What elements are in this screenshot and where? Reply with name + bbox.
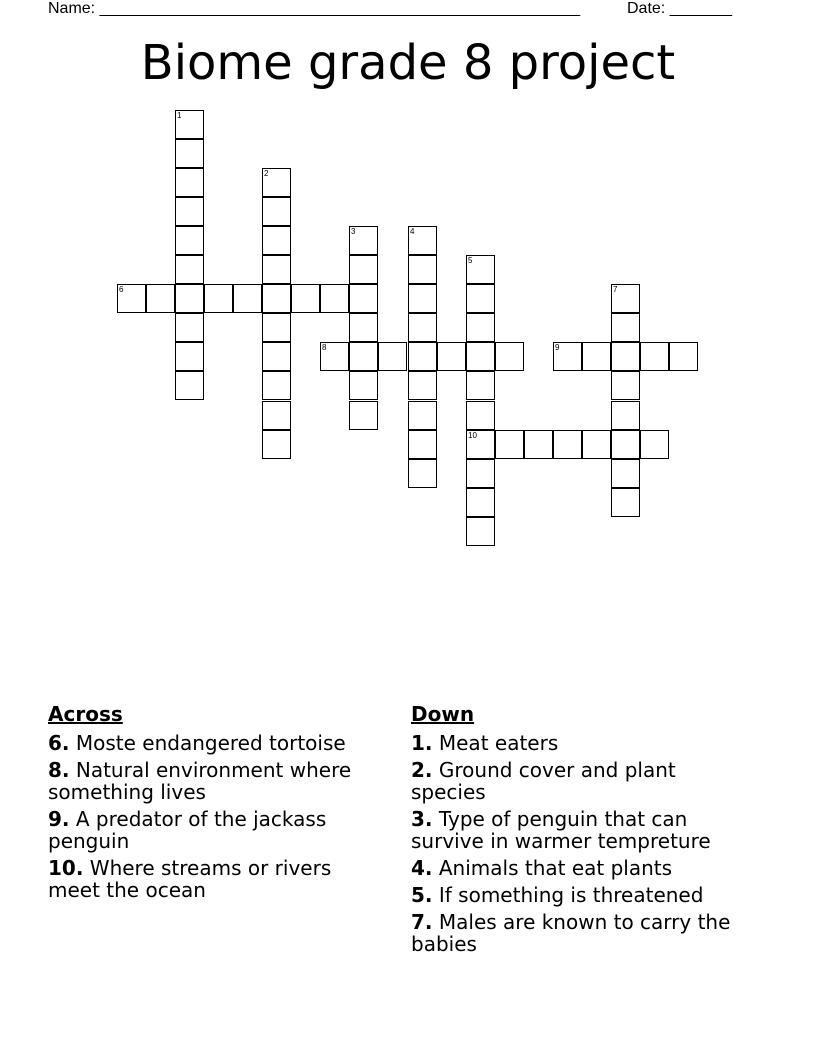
crossword-cell[interactable]: [408, 430, 437, 459]
crossword-cell[interactable]: [611, 342, 640, 371]
crossword-cell[interactable]: [175, 371, 204, 400]
clue-down-1: [411, 732, 756, 754]
clue-number-label: 3: [351, 227, 356, 236]
clue-text: Ground cover and plant species: [411, 758, 676, 804]
crossword-cell[interactable]: [262, 226, 291, 255]
crossword-cell[interactable]: [175, 313, 204, 342]
crossword-cell[interactable]: [117, 284, 146, 313]
crossword-cell[interactable]: [553, 342, 582, 371]
crossword-cell[interactable]: [611, 488, 640, 517]
clue-number: 10.: [48, 856, 84, 880]
crossword-cell[interactable]: [320, 284, 349, 313]
clue-number-label: 6: [119, 285, 124, 294]
crossword-cell[interactable]: [495, 342, 524, 371]
crossword-cell[interactable]: [611, 284, 640, 313]
clue-number: 3.: [411, 807, 433, 831]
crossword-cell[interactable]: [466, 371, 495, 400]
crossword-cell[interactable]: [466, 401, 495, 430]
clue-number: 1.: [411, 731, 433, 755]
crossword-cell[interactable]: [408, 371, 437, 400]
clue-text: A predator of the jackass penguin: [48, 807, 327, 853]
crossword-cell[interactable]: [349, 342, 378, 371]
clue-number-label: 5: [468, 256, 473, 265]
crossword-cell[interactable]: [524, 430, 553, 459]
crossword-cell[interactable]: [349, 255, 378, 284]
clue-across-10: [48, 857, 378, 901]
crossword-cell[interactable]: [175, 168, 204, 197]
crossword-cell[interactable]: [611, 371, 640, 400]
clue-number: 5.: [411, 883, 433, 907]
clue-number-label: 4: [410, 227, 415, 236]
clue-number: 7.: [411, 910, 433, 934]
crossword-cell[interactable]: [262, 197, 291, 226]
crossword-cell[interactable]: [233, 284, 262, 313]
clue-down-2: [411, 759, 756, 803]
clue-across-9: [48, 808, 378, 852]
crossword-cell[interactable]: [466, 342, 495, 371]
down-clues: [411, 701, 756, 960]
crossword-cell[interactable]: [408, 342, 437, 371]
clue-down-7: [411, 911, 756, 955]
crossword-cell[interactable]: [349, 226, 378, 255]
clue-number: 2.: [411, 758, 433, 782]
crossword-cell[interactable]: [262, 371, 291, 400]
clue-text: Animals that eat plants: [438, 856, 673, 880]
clue-number: 9.: [48, 807, 70, 831]
crossword-cell[interactable]: [611, 459, 640, 488]
crossword-cell[interactable]: [495, 430, 524, 459]
clue-text: Meat eaters: [438, 731, 559, 755]
name-field-label: Name: ______________________________________________________: [48, 0, 581, 17]
crossword-cell[interactable]: [466, 313, 495, 342]
date-field-label: Date: _______: [627, 0, 732, 17]
crossword-cell[interactable]: [408, 255, 437, 284]
crossword-cell[interactable]: [640, 342, 669, 371]
crossword-cell[interactable]: [466, 284, 495, 313]
clue-text: Where streams or rivers meet the ocean: [48, 856, 332, 902]
crossword-cell[interactable]: [466, 430, 495, 459]
crossword-cell[interactable]: [466, 255, 495, 284]
clue-number-label: 2: [264, 169, 269, 178]
crossword-cell[interactable]: [262, 168, 291, 197]
crossword-cell[interactable]: [175, 226, 204, 255]
clue-across-8: [48, 759, 378, 803]
crossword-cell[interactable]: [611, 430, 640, 459]
crossword-cell[interactable]: [466, 488, 495, 517]
clue-number-label: 7: [613, 285, 618, 294]
crossword-cell[interactable]: [408, 226, 437, 255]
across-heading: Across: [48, 702, 123, 726]
crossword-cell[interactable]: [611, 313, 640, 342]
clue-number: 8.: [48, 758, 70, 782]
crossword-cell[interactable]: [408, 401, 437, 430]
crossword-cell[interactable]: [349, 371, 378, 400]
clue-number-label: 10: [468, 431, 477, 440]
crossword-cell[interactable]: [349, 401, 378, 430]
clue-text: Natural environment where something lives: [48, 758, 352, 804]
clue-down-3: [411, 808, 756, 852]
crossword-cell[interactable]: [175, 284, 204, 313]
clue-text: Type of penguin that can survive in warmer tempreture: [411, 807, 711, 853]
clue-down-5: [411, 884, 756, 906]
page-title: Biome grade 8 project: [140, 35, 676, 91]
crossword-cell[interactable]: [378, 342, 407, 371]
crossword-cell[interactable]: [175, 110, 204, 139]
clue-text: Moste endangered tortoise: [75, 731, 346, 755]
crossword-cell[interactable]: [466, 459, 495, 488]
crossword-cell[interactable]: [349, 313, 378, 342]
crossword-cell[interactable]: [175, 342, 204, 371]
crossword-cell[interactable]: [553, 430, 582, 459]
crossword-cell[interactable]: [262, 284, 291, 313]
crossword-cell[interactable]: [611, 401, 640, 430]
crossword-cell[interactable]: [669, 342, 698, 371]
crossword-cell[interactable]: [262, 430, 291, 459]
down-heading: Down: [411, 702, 475, 726]
crossword-cell[interactable]: [408, 459, 437, 488]
crossword-cell[interactable]: [175, 197, 204, 226]
clue-number: 4.: [411, 856, 433, 880]
crossword-cell[interactable]: [262, 401, 291, 430]
crossword-cell[interactable]: [582, 430, 611, 459]
crossword-cell[interactable]: [175, 255, 204, 284]
crossword-cell[interactable]: [640, 430, 669, 459]
clue-down-4: [411, 857, 756, 879]
crossword-cell[interactable]: [437, 342, 466, 371]
crossword-cell[interactable]: [146, 284, 175, 313]
crossword-cell[interactable]: [582, 342, 611, 371]
across-clues: [48, 701, 378, 906]
crossword-cell[interactable]: [408, 284, 437, 313]
clue-across-6: [48, 732, 378, 754]
crossword-cell[interactable]: [408, 313, 437, 342]
clue-number-label: 1: [177, 111, 182, 120]
clue-number: 6.: [48, 731, 70, 755]
crossword-cell[interactable]: [466, 517, 495, 546]
crossword-cell[interactable]: [320, 342, 349, 371]
clue-text: Males are known to carry the babies: [411, 910, 731, 956]
crossword-cell[interactable]: [349, 284, 378, 313]
clue-text: If something is threatened: [438, 883, 704, 907]
crossword-cell[interactable]: [262, 313, 291, 342]
clue-number-label: 9: [555, 343, 560, 352]
crossword-cell[interactable]: [204, 284, 233, 313]
clue-number-label: 8: [322, 343, 327, 352]
crossword-cell[interactable]: [175, 139, 204, 168]
crossword-cell[interactable]: [262, 342, 291, 371]
crossword-cell[interactable]: [291, 284, 320, 313]
crossword-cell[interactable]: [262, 255, 291, 284]
